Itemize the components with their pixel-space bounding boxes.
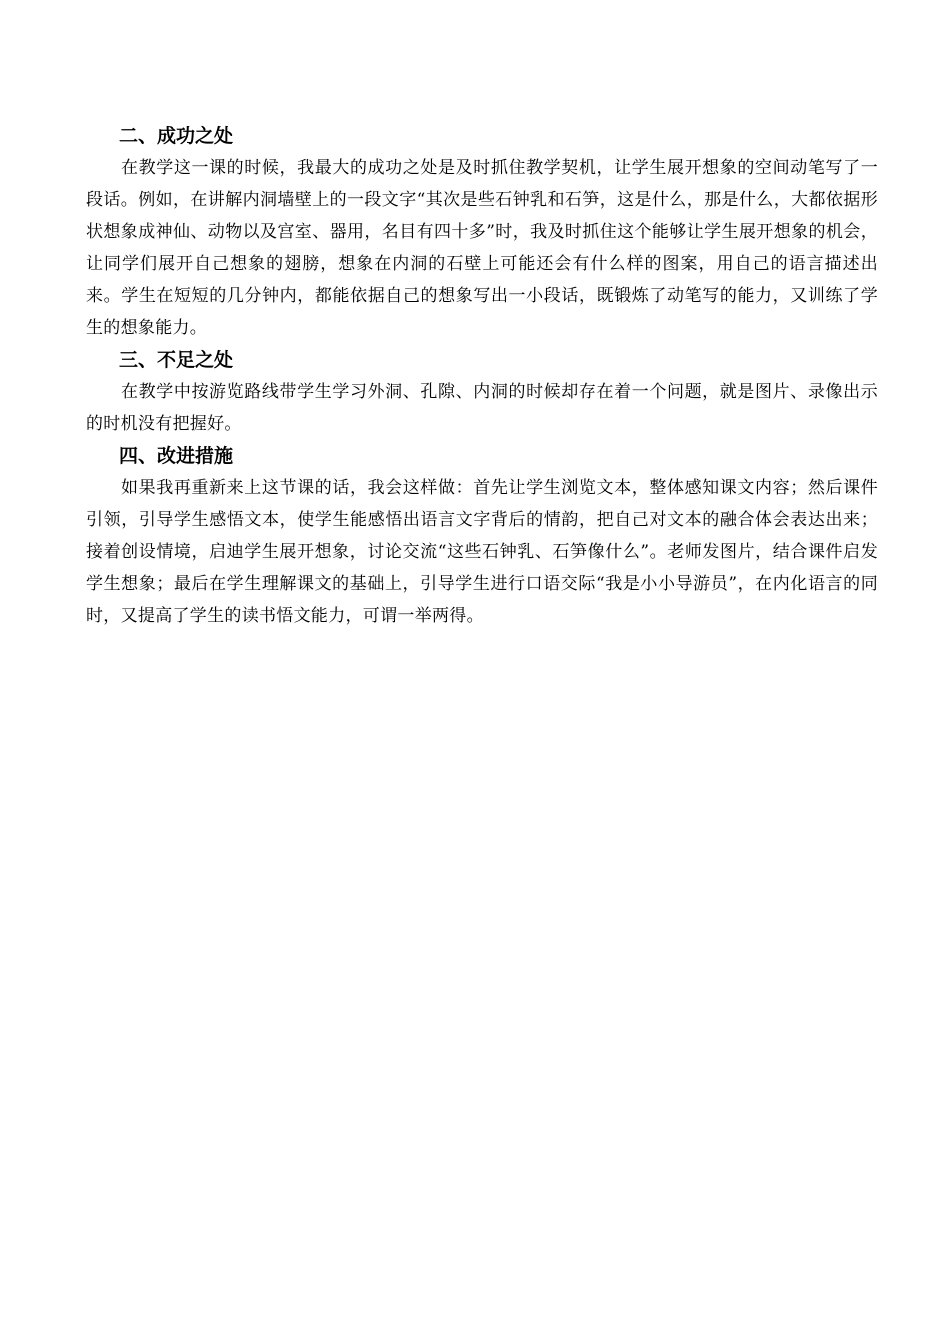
section-heading-shortcomings: 三、不足之处 <box>119 349 234 371</box>
section-paragraph-improvements: 如果我再重新来上这节课的话，我会这样做：首先让学生浏览文本，整体感知课文内容；然后课件引领，引导学生感悟文本，使学生能感悟出语言文字背后的情韵，把自己对文本的融合体会表达出来；接着创设情境，启迪学生展开想象，讨论交流“这些石钟乳、石笋像什么”。老师发图片，结合课件启发学生想象；最后在学生理解课文的基础上，引导学生进行口语交际“我是小小导游员”，在内化语言的同时，又提高了学生的读书悟文能力，可谓一举两得。 <box>86 478 878 626</box>
section-paragraph-success: 在教学这一课的时候，我最大的成功之处是及时抓住教学契机，让学生展开想象的空间动笔写了一段话。例如，在讲解内洞墙壁上的一段文字“其次是些石钟乳和石笋，这是什么，那是什么，大都依据形状想象成神仙、动物以及宫室、器用，名目有四十多”时，我及时抓住这个能够让学生展开想象的机会，让同学们展开自己想象的翅膀，想象在内洞的石壁上可能还会有什么样的图案，用自己的语言描述出来。学生在短短的几分钟内，都能依据自己的想象写出一小段话，既锻炼了动笔写的能力，又训练了学生的想象能力。 <box>86 158 878 338</box>
document-body <box>86 120 878 632</box>
section-paragraph-shortcomings: 在教学中按游览路线带学生学习外洞、孔隙、内洞的时候却存在着一个问题，就是图片、录像出示的时机没有把握好。 <box>86 382 878 434</box>
section-heading-success: 二、成功之处 <box>119 125 234 147</box>
section-heading-improvements: 四、改进措施 <box>119 445 234 467</box>
